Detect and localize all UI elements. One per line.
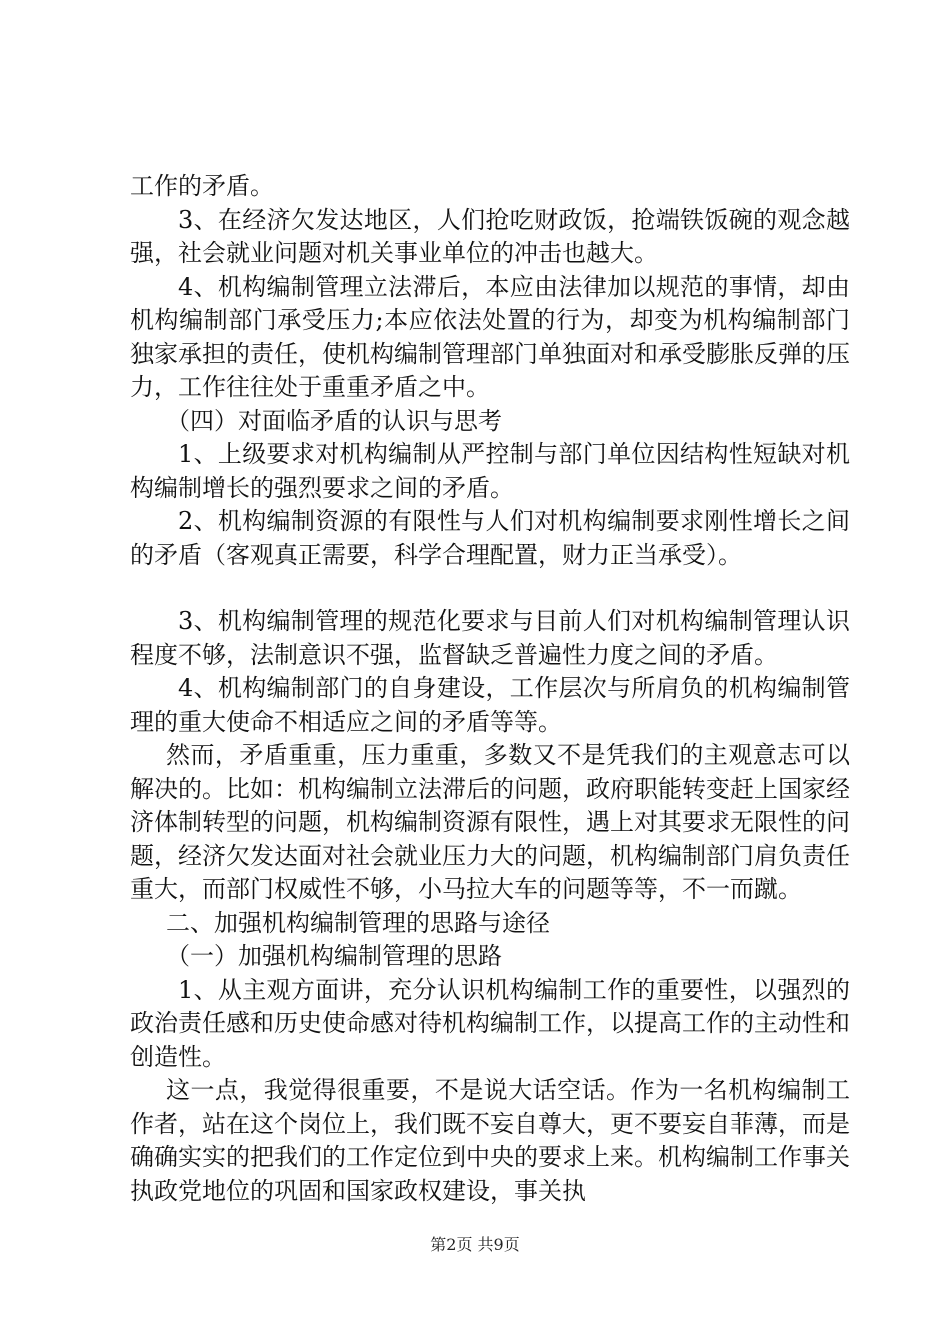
paragraph-this-point: 这一点，我觉得很重要，不是说大话空话。作为一名机构编制工作者，站在这个岗位上，我们既不妄自尊大，更不要妄自菲薄，而是确确实实的把我们的工作定位到中央的要求上来。机构编制工作事关执政党地位的巩固和国家政权建设，事关执 <box>130 1076 850 1205</box>
paragraph-contradiction-2: 2、机构编制资源的有限性与人们对机构编制要求刚性增长之间的矛盾（客观真正需要，科学合理配置，财力正当承受）。 <box>130 507 850 569</box>
paragraph-point-3-economy: 3、在经济欠发达地区，人们抢吃财政饭，抢端铁饭碗的观念越强，社会就业问题对机关事业单位的冲击也越大。 <box>130 205 850 267</box>
paragraph-however: 然而，矛盾重重，压力重重，多数又不是凭我们的主观意志可以解决的。比如：机构编制立法滞后的问题，政府职能转变赶上国家经济体制转型的问题，机构编制资源有限性，遇上对其要求无限性的问题，经济欠发达面对社会就业压力大的问题，机构编制部门肩负责任重大，而部门权威性不够，小马拉大车的问题等等，不一而蹴。 <box>130 741 850 903</box>
section-heading-4: （四）对面临矛盾的认识与思考 <box>166 406 502 435</box>
subsection-heading-1: （一）加强机构编制管理的思路 <box>166 942 502 970</box>
section-heading-2: 二、加强机构编制管理的思路与途径 <box>166 908 550 937</box>
page-footer: 第2页 共9页 <box>430 1235 520 1254</box>
document-body <box>130 170 850 1208</box>
paragraph-contradiction-1: 1、上级要求对机构编制从严控制与部门单位因结构性短缺对机构编制增长的强烈要求之间的矛盾。 <box>130 440 850 502</box>
paragraph-contradiction-4: 4、机构编制部门的自身建设，工作层次与所肩负的机构编制管理的重大使命不相适应之间的矛盾等等。 <box>130 674 850 736</box>
paragraph-contradiction-3: 3、机构编制管理的规范化要求与目前人们对机构编制管理认识程度不够，法制意识不强，监督缺乏普遍性力度之间的矛盾。 <box>130 607 850 669</box>
paragraph-point-4-legislation: 4、机构编制管理立法滞后，本应由法律加以规范的事情，却由机构编制部门承受压力;本应依法处置的行为，却变为机构编制部门独家承担的责任，使机构编制管理部门单独面对和承受膨胀反弹的压力，工作往往处于重重矛盾之中。 <box>130 272 850 401</box>
paragraph-continuation: 工作的矛盾。 <box>130 172 274 200</box>
paragraph-approach-1: 1、从主观方面讲，充分认识机构编制工作的重要性，以强烈的政治责任感和历史使命感对待机构编制工作，以提高工作的主动性和创造性。 <box>130 975 850 1071</box>
